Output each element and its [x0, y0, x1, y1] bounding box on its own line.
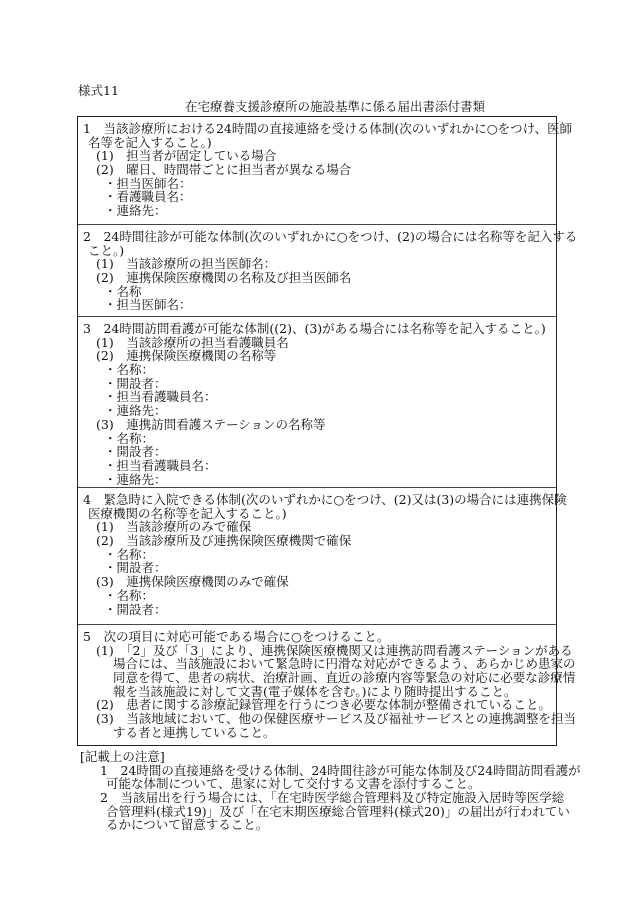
section-line-bullet: ・名称	[104, 283, 142, 299]
section-line-item-cont: 場合には、当該施設において緊急時に円滑な対応ができるよう、あらかじめ患家の	[113, 656, 576, 672]
section-line-cont: こと。)	[88, 242, 125, 258]
section-line-bullet: ・担当医師名：	[104, 297, 192, 313]
section-line-item: (1) 「2」及び「3」により、連携保険医療機関又は連携訪問看護ステーションがある	[96, 642, 573, 658]
section-line-bullet: ・開設者：	[104, 444, 167, 460]
form-table	[77, 116, 578, 746]
section-line-item: (2) 曜日、時間帯ごとに担当者が異なる場合	[96, 162, 352, 178]
section-line-item: (3) 当該地域において、他の保健医療サービス及び福祉サービスとの連携調整を担当	[96, 711, 576, 727]
section-1	[78, 117, 573, 225]
section-line-cont: 名等を記入すること。)	[88, 134, 212, 150]
section-line-bullet: ・担当看護職員名：	[104, 457, 217, 473]
section-line-item-cont: 同意を得て、患者の病状、治療計画、直近の診療内容等緊急の対応に必要な診療情	[113, 670, 576, 686]
section-5	[78, 625, 576, 745]
section-line-bullet: ・連絡先：	[104, 471, 167, 487]
section-line-item: (3) 連携訪問看護ステーションの名称等	[96, 416, 326, 432]
section-line-bullet: ・名称：	[104, 362, 155, 378]
note-line: 1 24時間の直接連絡を受ける体制、24時間往診が可能な体制及び24時間訪問看護が	[100, 762, 581, 778]
section-line-bullet: ・開設者：	[104, 560, 167, 576]
note-line: 可能な体制について、患家に対して交付する文書を添付すること。	[106, 776, 481, 792]
section-3	[78, 317, 556, 488]
section-line-item: (2) 連携保険医療機関の名称及び担当医師名	[96, 270, 352, 286]
section-line-item-cont: する者と連携していること。	[113, 724, 276, 740]
form-number: 様式11	[78, 83, 119, 98]
section-line-bullet: ・看護職員名：	[104, 189, 192, 205]
section-line-heading: 5 次の項目に対応可能である場合に○をつけること。	[83, 629, 390, 644]
section-line-item: (1) 当該診療所の担当看護職員名	[96, 334, 289, 350]
note-line: 2 当該届出を行う場合には、「在宅時医学総合管理料及び特定施設入居時等医学総	[100, 790, 565, 806]
section-4	[78, 488, 567, 625]
notes-title: [記載上の注意]	[80, 749, 165, 764]
section-line-item: (3) 連携保険医療機関のみで確保	[96, 574, 289, 590]
section-line-heading: 2 24時間往診が可能な体制(次のいずれかに○をつけ、(2)の場合には名称等を記入する	[83, 229, 578, 244]
section-line-item: (2) 患者に関する診療記録管理を行うにつき必要な体制が整備されていること。	[96, 697, 551, 713]
section-line-item-cont: 報を当該施設に対して文書(電子媒体を含む。)により随時提出すること。	[113, 683, 517, 699]
section-line-item: (2) 連携保険医療機関の名称等	[96, 348, 277, 364]
note-line: 合管理料(様式19)」及び「在宅末期医療総合管理料(様式20)」の届出が行われてい	[106, 803, 570, 819]
notes-section	[80, 749, 581, 833]
section-line-bullet: ・名称：	[104, 546, 155, 562]
section-line-bullet: ・担当医師名：	[104, 175, 192, 191]
section-line-heading: 3 24時間訪問看護が可能な体制((2)、(3)がある場合には名称等を記入すること。)	[83, 321, 546, 336]
section-line-bullet: ・開設者：	[104, 601, 167, 617]
section-line-bullet: ・名称：	[104, 430, 155, 446]
section-line-item: (1) 当該診療所の担当医師名：	[96, 256, 277, 272]
section-2	[78, 225, 578, 317]
section-line-bullet: ・担当看護職員名：	[104, 389, 217, 405]
section-line-bullet: ・連絡先：	[104, 403, 167, 419]
section-line-bullet: ・連絡先：	[104, 203, 167, 219]
document-title: 在宅療養支援診療所の施設基準に係る届出書添付書類	[184, 99, 485, 114]
note-line: るかについて留意すること。	[106, 817, 269, 833]
section-line-item: (1) 当該診療所のみで確保	[96, 519, 252, 535]
section-line-item: (1) 担当者が固定している場合	[96, 148, 277, 164]
section-line-bullet: ・開設者：	[104, 375, 167, 391]
section-line-heading: 4 緊急時に入院できる体制(次のいずれかに○をつけ、(2)又は(3)の場合には連携保険	[83, 492, 567, 507]
section-line-item: (2) 当該診療所及び連携保険医療機関で確保	[96, 533, 352, 549]
section-line-bullet: ・名称：	[104, 587, 155, 603]
section-line-heading: 1 当該診療所における24時間の直接連絡を受ける体制(次のいずれかに○をつけ、医師	[83, 121, 573, 136]
section-line-cont: 医療機関の名称等を記入すること。)	[88, 505, 287, 521]
